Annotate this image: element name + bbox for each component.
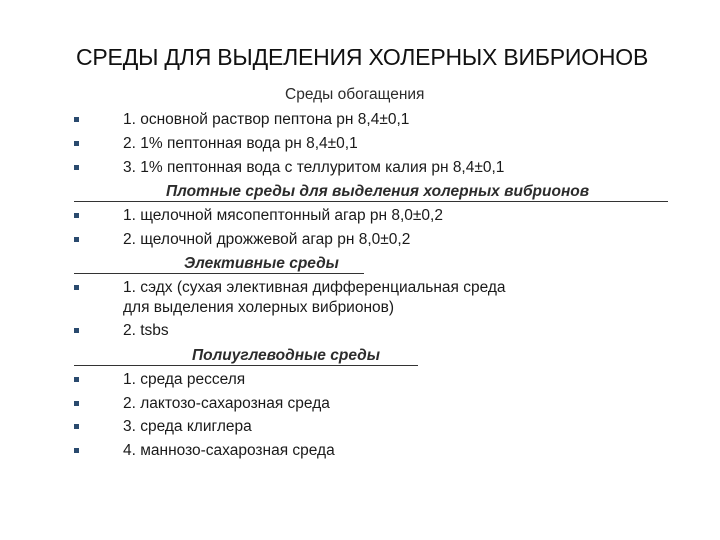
list-item-text: 1. щелочной мясопептонный агар рн 8,0±0,2 <box>123 207 443 224</box>
section-heading-label: Элективные среды <box>184 255 339 272</box>
list-item <box>0 157 720 179</box>
list-item <box>0 277 720 299</box>
list-item <box>0 133 720 155</box>
slide-title: СРЕДЫ ДЛЯ ВЫДЕЛЕНИЯ ХОЛЕРНЫХ ВИБРИОНОВ <box>76 44 649 70</box>
bullet-icon <box>74 285 79 290</box>
list-item-text: 1. основной раствор пептона рн 8,4±0,1 <box>123 111 410 128</box>
list-item-text: 1. среда ресселя <box>123 371 246 388</box>
bullet-icon <box>74 424 79 429</box>
bullet-icon <box>74 165 79 170</box>
section-heading <box>74 84 474 106</box>
list-item-text: 2. щелочной дрожжевой агар рн 8,0±0,2 <box>123 231 411 248</box>
bullet-icon <box>74 377 79 382</box>
section-heading <box>74 345 418 367</box>
list-item <box>0 109 720 131</box>
list-item-continuation <box>0 297 720 319</box>
list-item-text: 3. 1% пептонная вода с теллуритом калия рн 8,4±0,1 <box>123 159 505 176</box>
list-item-text: 4. маннозо-сахарозная среда <box>123 442 335 459</box>
section-heading-label: Среды обогащения <box>285 86 425 103</box>
list-item-text: 3. среда клиглера <box>123 418 252 435</box>
list-item-text: 1. сэдх (сухая элективная дифференциальная среда <box>123 279 506 296</box>
section-heading <box>74 181 668 203</box>
list-item <box>0 416 720 438</box>
list-item-text: 2. 1% пептонная вода рн 8,4±0,1 <box>123 135 358 152</box>
bullet-icon <box>74 448 79 453</box>
list-item <box>0 229 720 251</box>
list-item <box>0 440 720 462</box>
bullet-icon <box>74 213 79 218</box>
list-item <box>0 205 720 227</box>
bullet-icon <box>74 328 79 333</box>
list-item <box>0 393 720 415</box>
list-item <box>0 369 720 391</box>
list-item <box>0 320 720 342</box>
bullet-icon <box>74 237 79 242</box>
bullet-icon <box>74 117 79 122</box>
section-heading-label: Плотные среды для выделения холерных вибрионов <box>166 183 590 200</box>
section-heading-label: Полиуглеводные среды <box>192 347 380 364</box>
bullet-icon <box>74 401 79 406</box>
bullet-icon <box>74 141 79 146</box>
section-heading <box>74 253 364 275</box>
list-item-text: 2. лактозо-сахарозная среда <box>123 395 330 412</box>
list-item-text: 2. tsbs <box>123 322 169 339</box>
list-item-text: для выделения холерных вибрионов) <box>123 299 395 316</box>
